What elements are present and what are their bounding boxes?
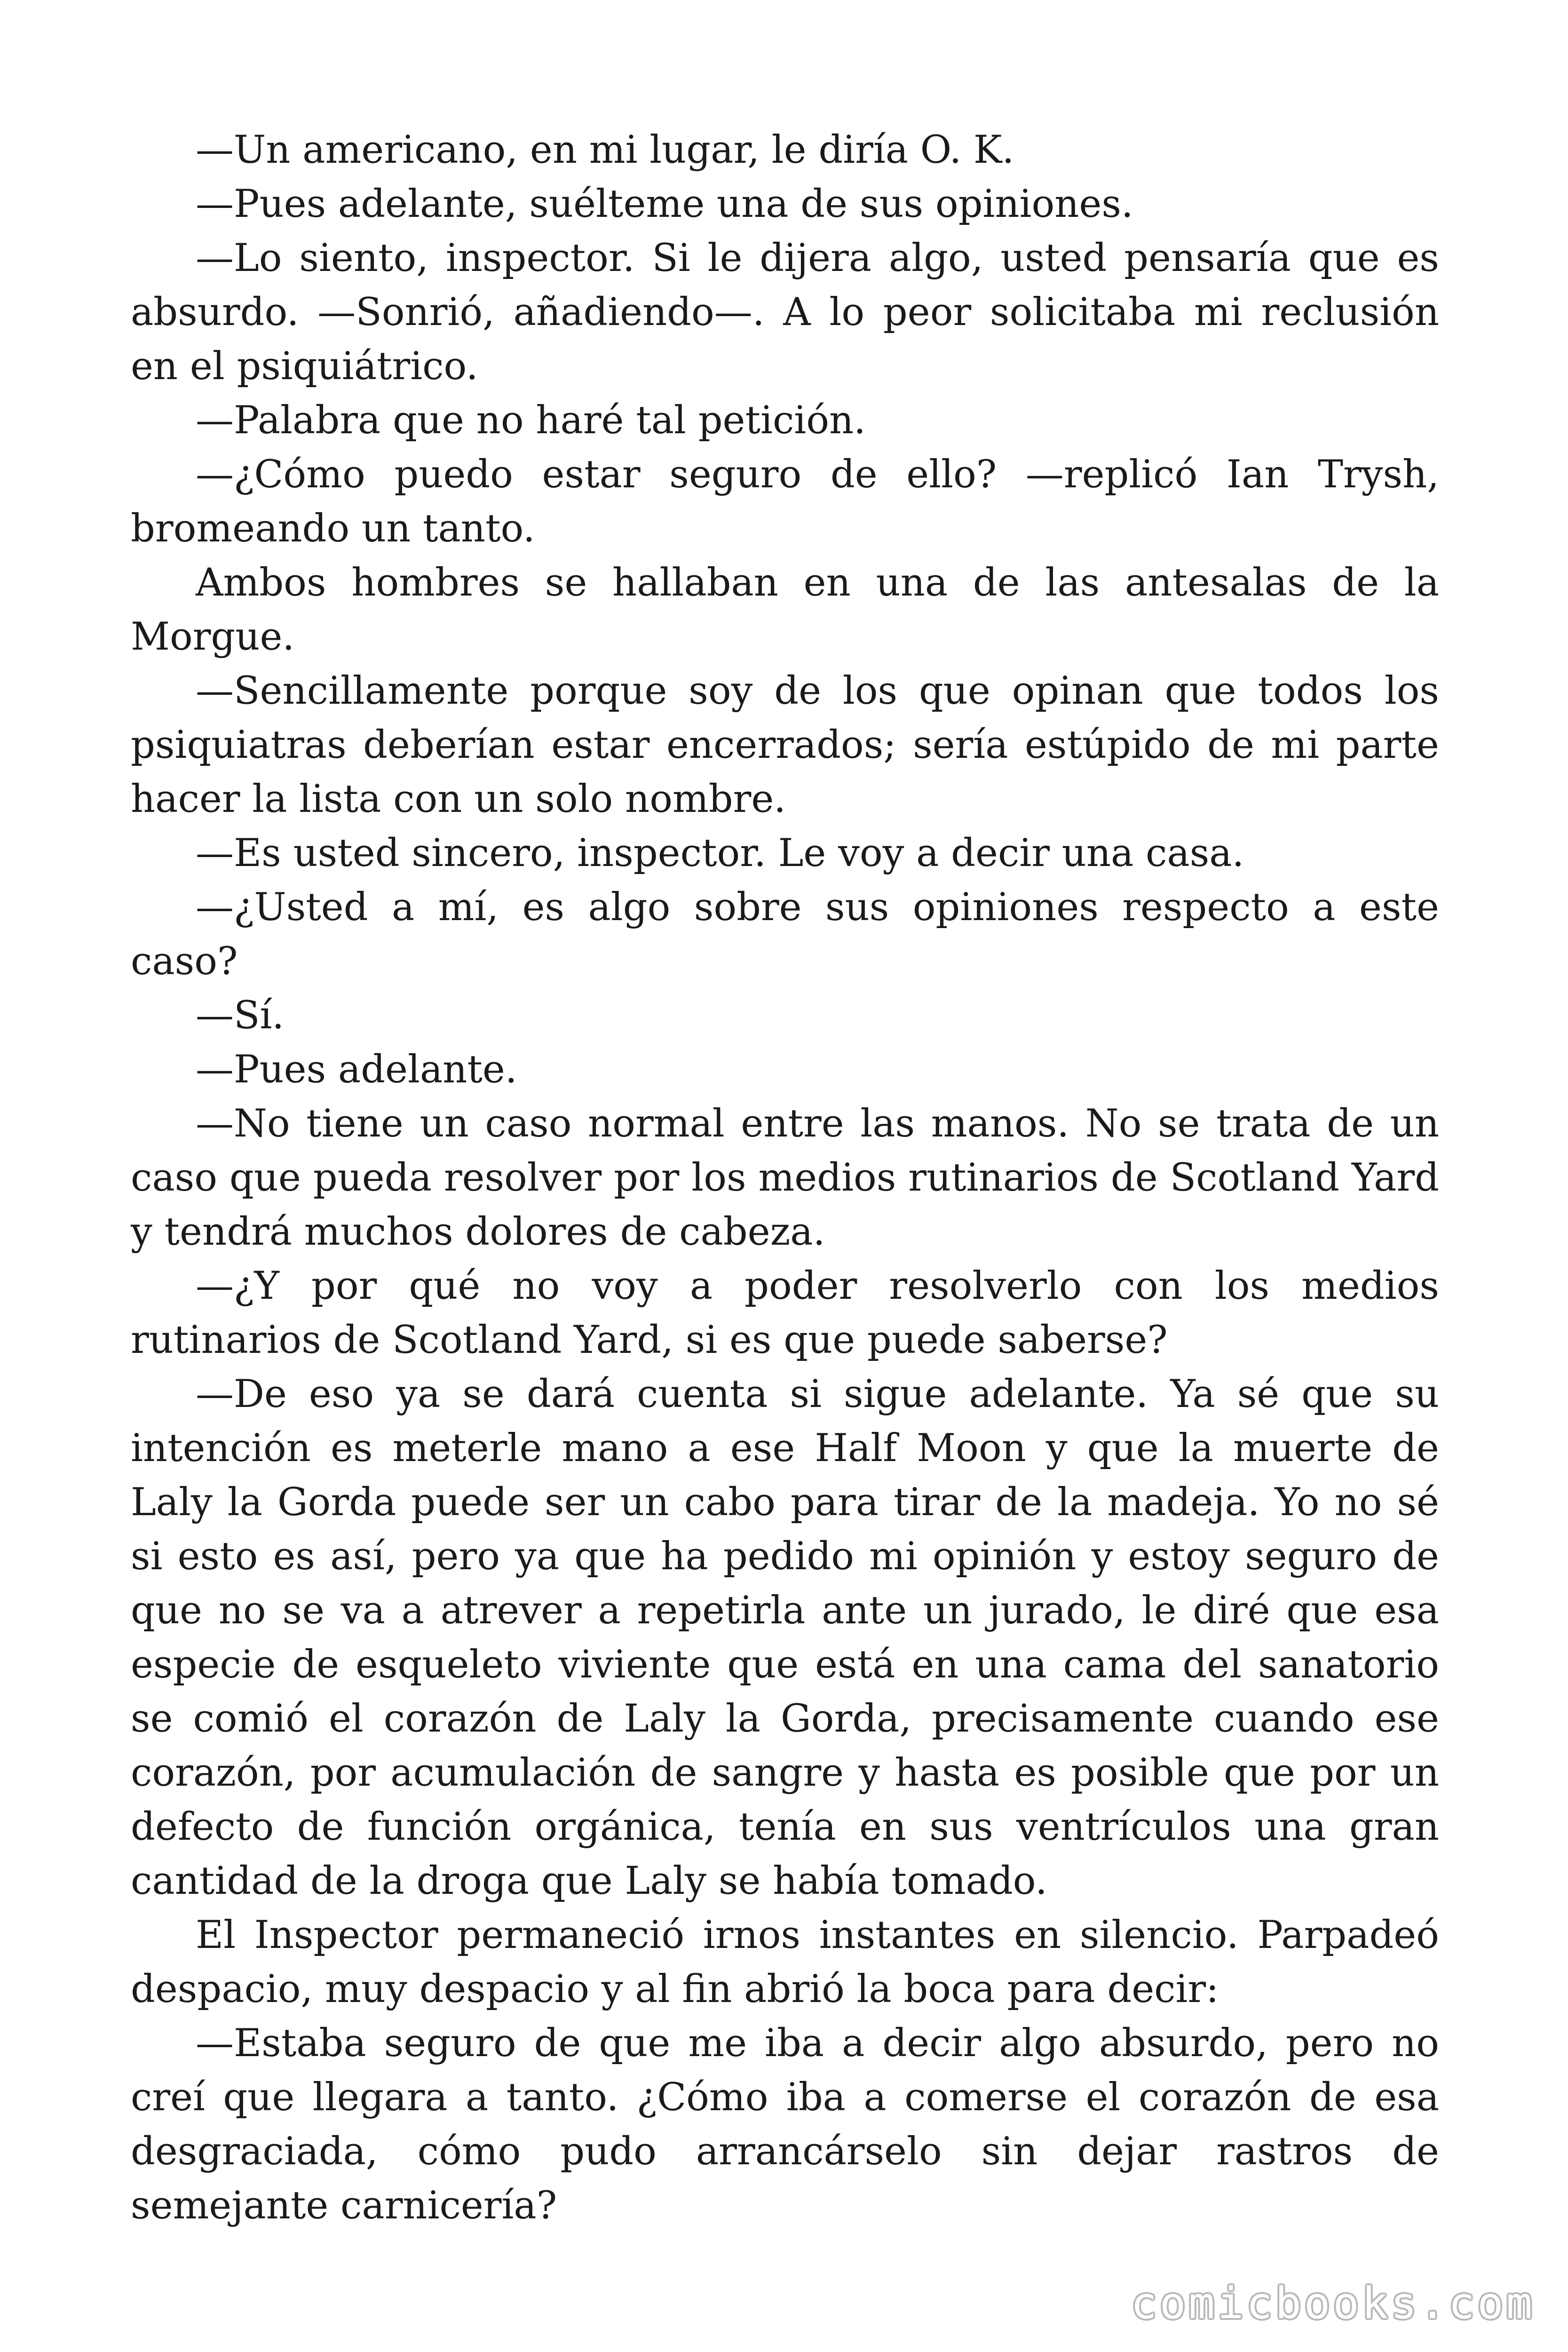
paragraph: —Un americano, en mi lugar, le diría O. K. bbox=[196, 128, 1014, 172]
paragraph: —Sí. bbox=[196, 993, 285, 1038]
body-text bbox=[131, 123, 1439, 2233]
paragraph: Ambos hombres se hallaban en una de las antesalas de la Morgue. bbox=[131, 561, 1439, 659]
paragraph: —Es usted sincero, inspector. Le voy a decir una casa. bbox=[196, 831, 1244, 875]
paragraph: El Inspector permaneció irnos instantes en silencio. Parpadeó despacio, muy despacio y al fin abrió la boca para decir: bbox=[131, 1913, 1439, 2011]
paragraph: —¿Y por qué no voy a poder resolverlo con los medios rutinarios de Scotland Yard, si es que puede saberse? bbox=[131, 1264, 1439, 1362]
paragraph: —¿Cómo puedo estar seguro de ello? —replicó Ian Trysh, bromeando un tanto. bbox=[131, 453, 1439, 551]
paragraph: —Pues adelante, suélteme una de sus opiniones. bbox=[196, 182, 1133, 226]
paragraph: —Sencillamente porque soy de los que opinan que todos los psiquiatras deberían estar encerrados; sería estúpido de mi parte hacer la lista con un solo nombre. bbox=[131, 669, 1439, 821]
watermark: comicbooks.com bbox=[1131, 2278, 1535, 2328]
paragraph: —Palabra que no haré tal petición. bbox=[196, 398, 866, 443]
paragraph: —De eso ya se dará cuenta si sigue adelante. Ya sé que su intención es meterle mano a ese Half Moon y que la muerte de Laly la Gorda puede ser un cabo para tirar de la madeja. Yo no sé si esto es así, pero ya que ha pedido mi opinión y estoy seguro de que no se va a atrever a repetirla ante un jurado, le diré que esa especie de esqueleto viviente que está en una cama del sanatorio se comió el corazón de Laly la Gorda, precisamente cuando ese corazón, por acumulación de sangre y hasta es posible que por un defecto de función orgánica, tenía en sus ventrículos una gran cantidad de la droga que Laly se había tomado. bbox=[131, 1372, 1439, 1903]
paragraph: —Lo siento, inspector. Si le dijera algo, usted pensaría que es absurdo. —Sonrió, añadiendo—. A lo peor solicitaba mi reclusión en el psiquiátrico. bbox=[131, 236, 1439, 389]
paragraph: —¿Usted a mí, es algo sobre sus opiniones respecto a este caso? bbox=[131, 885, 1439, 984]
paragraph: —Pues adelante. bbox=[196, 1048, 517, 1092]
paragraph: —Estaba seguro de que me iba a decir algo absurdo, pero no creí que llegara a tanto. ¿Cómo iba a comerse el corazón de esa desgraciada, cómo pudo arrancárselo sin dejar rastros de semejante carnicería? bbox=[131, 2021, 1439, 2228]
paragraph: —No tiene un caso normal entre las manos. No se trata de un caso que pueda resolver por los medios rutinarios de Scotland Yard y tendrá muchos dolores de cabeza. bbox=[131, 1102, 1439, 1254]
